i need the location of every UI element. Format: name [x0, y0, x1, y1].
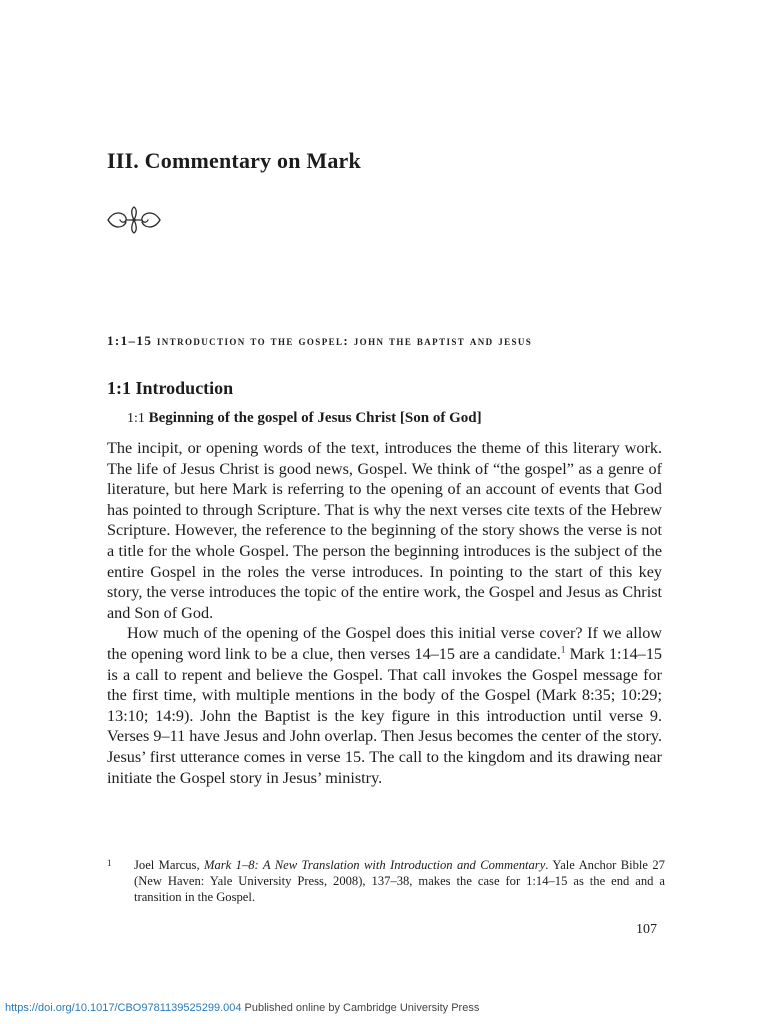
footnote-text — [134, 857, 665, 905]
fleuron-ornament-icon — [104, 204, 164, 236]
section-heading: 1:1–15 introduction to the gospel: john the baptist and jesus — [107, 333, 533, 348]
paragraph — [107, 623, 662, 788]
footnote-author: Joel Marcus, — [134, 858, 204, 872]
published-note: Published online by Cambridge University Press — [241, 1002, 480, 1014]
paragraph: The incipit, or opening words of the text, introduces the theme of this literary work. The life of Jesus Christ is good news, Gospel. We think of “the gospel” as a genre of literature, but here Mark is referring to the opening of an account of events that God has pointed to through Scripture. That is why the next verses cite texts of the Hebrew Scripture. However, the reference to the beginning of the story shows the verse is not a title for the whole Gospel. The person the beginning introduces is the subject of the entire Gospel in the roles the verse introduces. In pointing to the start of this key story, the verse introduces the topic of the entire work, the Gospel and Jesus as Christ and Son of God. — [107, 439, 662, 622]
commentary-body — [107, 438, 662, 788]
chapter-title: III. Commentary on Mark — [107, 148, 361, 173]
footnote-title: Mark 1–8: A New Translation with Introduction and Commentary — [203, 858, 546, 872]
footnote-rest: . Yale Anchor Bible 27 (New Haven: Yale University Press, 2008), 137–38, makes the case for 1:14–15 as the end and a transition in the Gospel. — [134, 858, 665, 904]
footnote-number: 1 — [107, 858, 112, 868]
publication-footer — [5, 1002, 479, 1014]
paragraph-text: Mark 1:14–15 is a call to repent and believe the Gospel. That call invokes the Gospel message for the first time, with multiple mentions in the body of the Gospel (Mark 8:35; 10:29; 13:10; 14:9). John the Baptist is the key figure in this introduction until verse 9. Verses 9–11 have Jesus and John overlap. Then Jesus becomes the center of the story. Jesus’ first utterance comes in verse 15. The call to the kingdom and its drawing near initiate the Gospel story in Jesus’ ministry. — [107, 644, 663, 787]
paragraph-text: How much of the opening of the Gospel does this initial verse cover? If we allow the opening word link to be a clue, then verses 14–15 are a candidate. — [107, 624, 662, 663]
page-number: 107 — [636, 922, 657, 937]
footnote — [107, 857, 665, 905]
verse-text: Beginning of the gospel of Jesus Christ [Son of God] — [148, 410, 482, 426]
footnote-marker[interactable]: 1 — [560, 644, 566, 655]
subsection-heading: 1:1 Introduction — [107, 378, 234, 398]
verse-reference: 1:1 — [127, 411, 145, 426]
doi-link[interactable]: https://doi.org/10.1017/CBO9781139525299.004 — [5, 1002, 242, 1014]
verse-lemma — [127, 410, 482, 427]
